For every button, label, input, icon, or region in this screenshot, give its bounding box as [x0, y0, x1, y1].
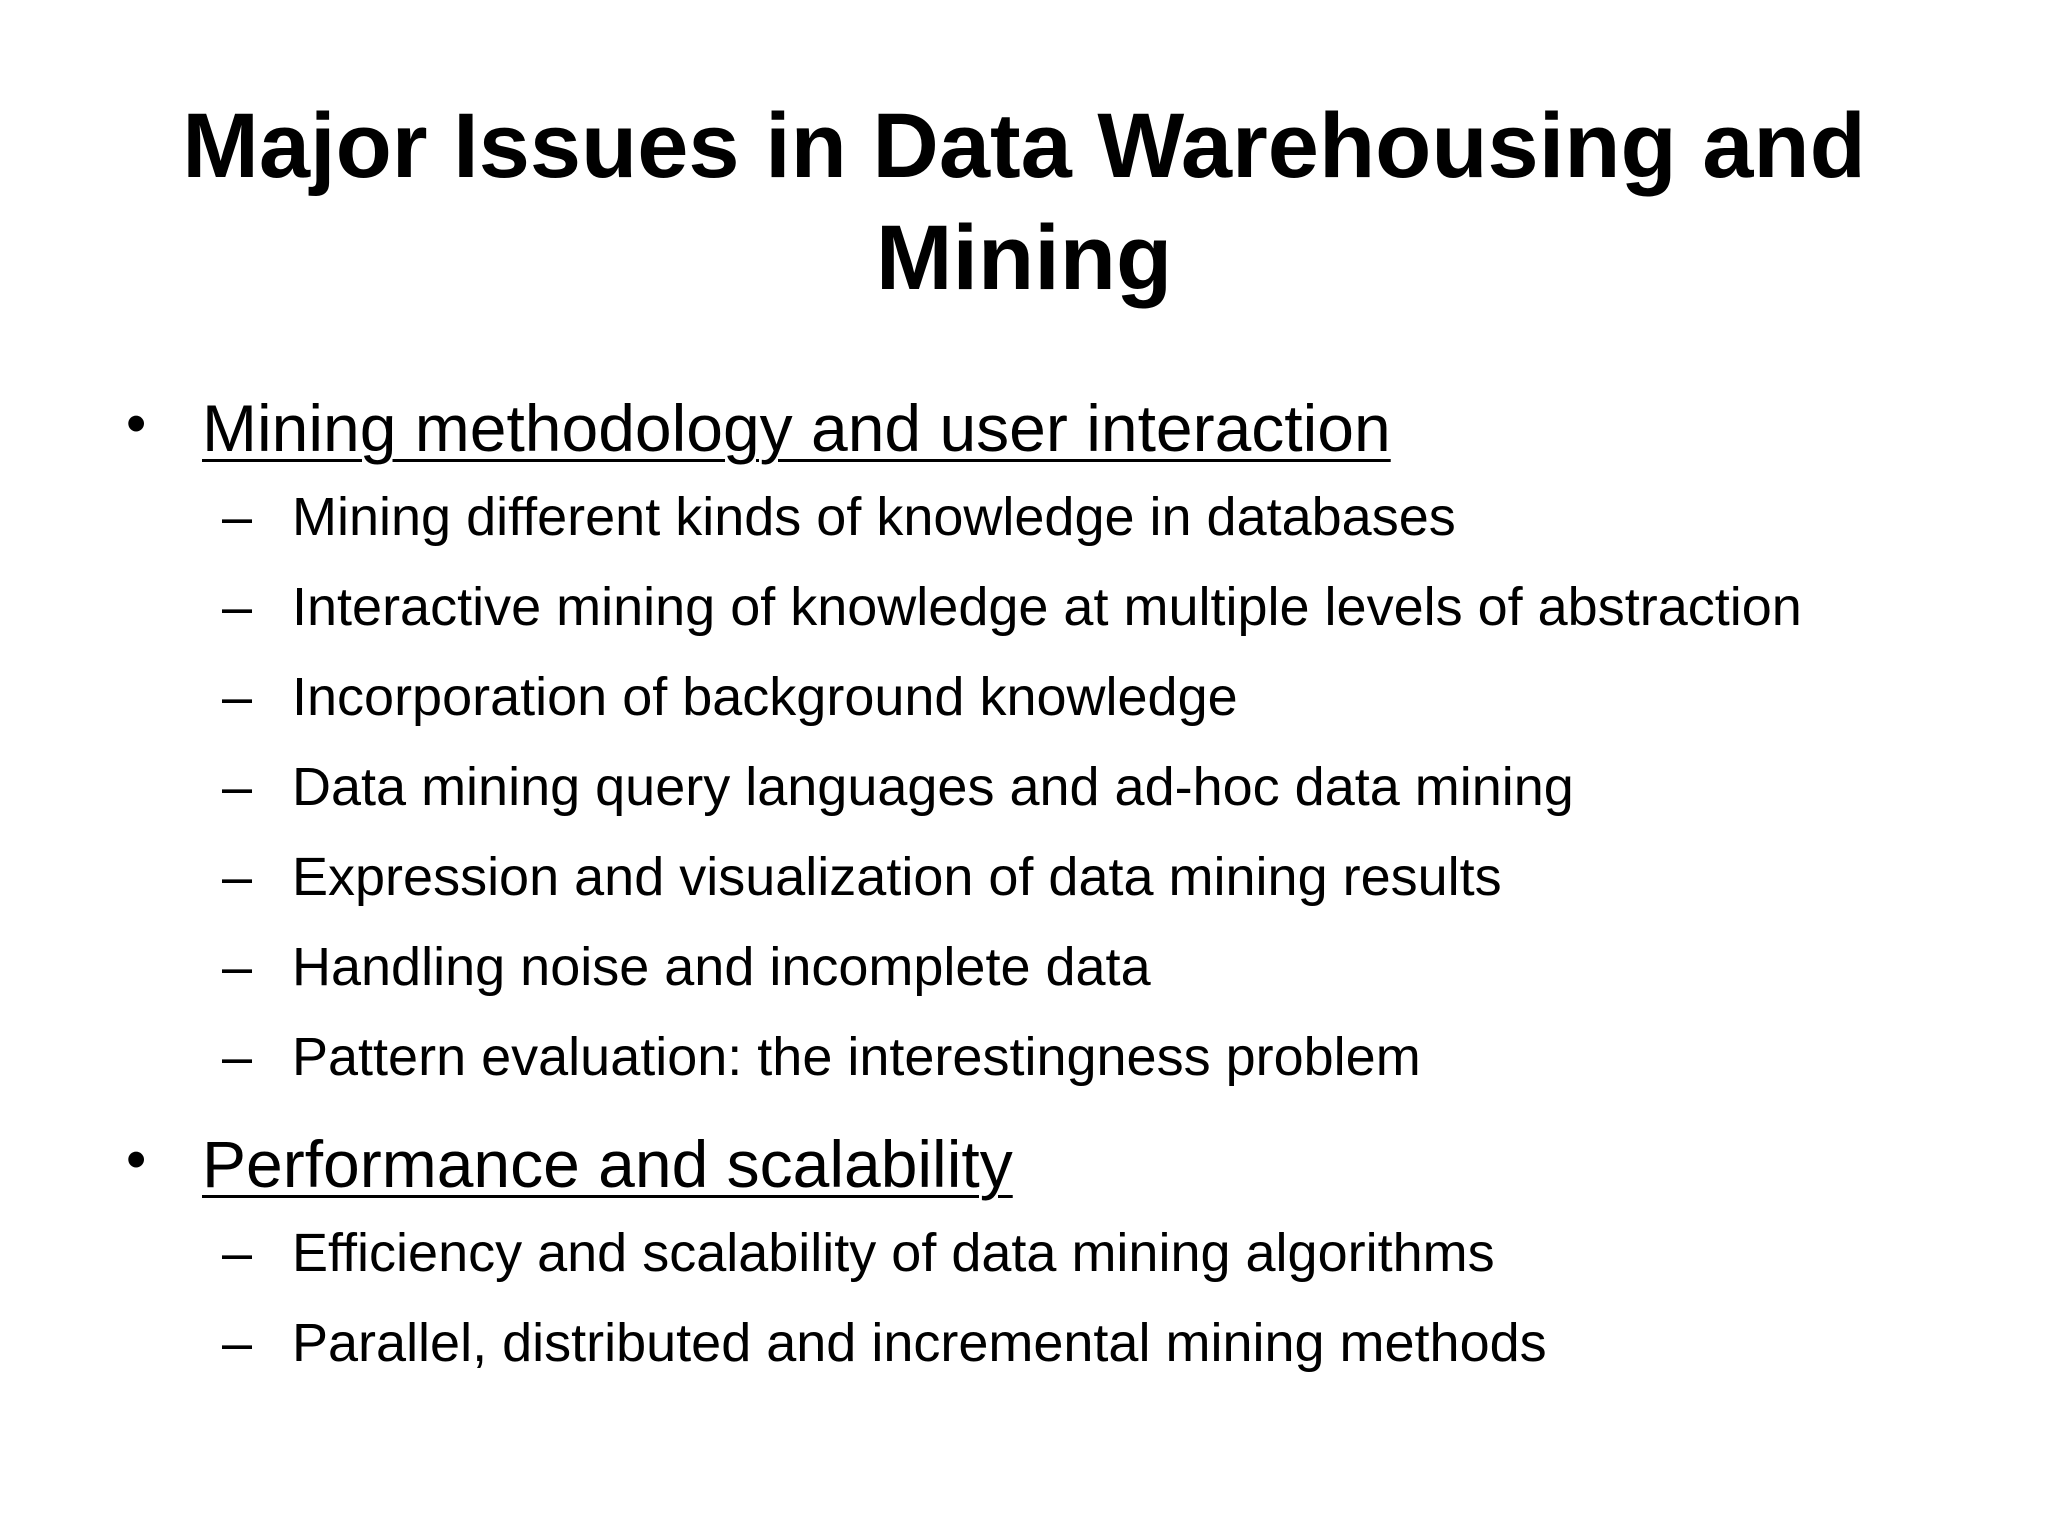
- slide-title: Major Issues in Data Warehousing and Mining: [182, 95, 1866, 309]
- bullet-marker: •: [126, 1127, 147, 1192]
- sub-marker: –: [222, 1027, 253, 1087]
- section-performance-scalability: [0, 1116, 2048, 1396]
- sub-item: [0, 1216, 2048, 1306]
- sub-item-text: Pattern evaluation: the interestingness problem: [292, 1027, 1421, 1087]
- sub-item-text: Mining different kinds of knowledge in databases: [292, 487, 1456, 547]
- sub-marker: –: [222, 757, 253, 817]
- slide-content: [0, 380, 2048, 1396]
- sub-item-text: Expression and visualization of data mining results: [292, 847, 1502, 907]
- sub-marker: –: [222, 667, 253, 727]
- sub-item: [0, 1306, 2048, 1396]
- sub-item-text: Efficiency and scalability of data mining algorithms: [292, 1223, 1495, 1283]
- sub-item-text: Interactive mining of knowledge at multiple levels of abstraction: [292, 577, 1802, 637]
- sub-marker: –: [222, 1313, 253, 1373]
- bullet-item: [0, 380, 2048, 480]
- section-heading: Mining methodology and user interaction: [202, 391, 1391, 465]
- sub-item: [0, 750, 2048, 840]
- sub-item: [0, 930, 2048, 1020]
- sub-marker: –: [222, 847, 253, 907]
- sub-item-text: Incorporation of background knowledge: [292, 667, 1238, 727]
- sub-item: [0, 840, 2048, 930]
- sub-item: [0, 1020, 2048, 1110]
- sub-item: [0, 660, 2048, 750]
- section-mining-methodology: [0, 380, 2048, 1110]
- sub-item: [0, 480, 2048, 570]
- sub-marker: –: [222, 1223, 253, 1283]
- sub-marker: –: [222, 577, 253, 637]
- sub-item: [0, 570, 2048, 660]
- sub-item-text: Handling noise and incomplete data: [292, 937, 1151, 997]
- bullet-marker: •: [126, 391, 147, 456]
- sub-item-text: Data mining query languages and ad-hoc data mining: [292, 757, 1574, 817]
- sub-marker: –: [222, 487, 253, 547]
- sub-marker: –: [222, 937, 253, 997]
- bullet-item: [0, 1116, 2048, 1216]
- section-heading: Performance and scalability: [202, 1127, 1013, 1201]
- sub-item-text: Parallel, distributed and incremental mining methods: [292, 1313, 1547, 1373]
